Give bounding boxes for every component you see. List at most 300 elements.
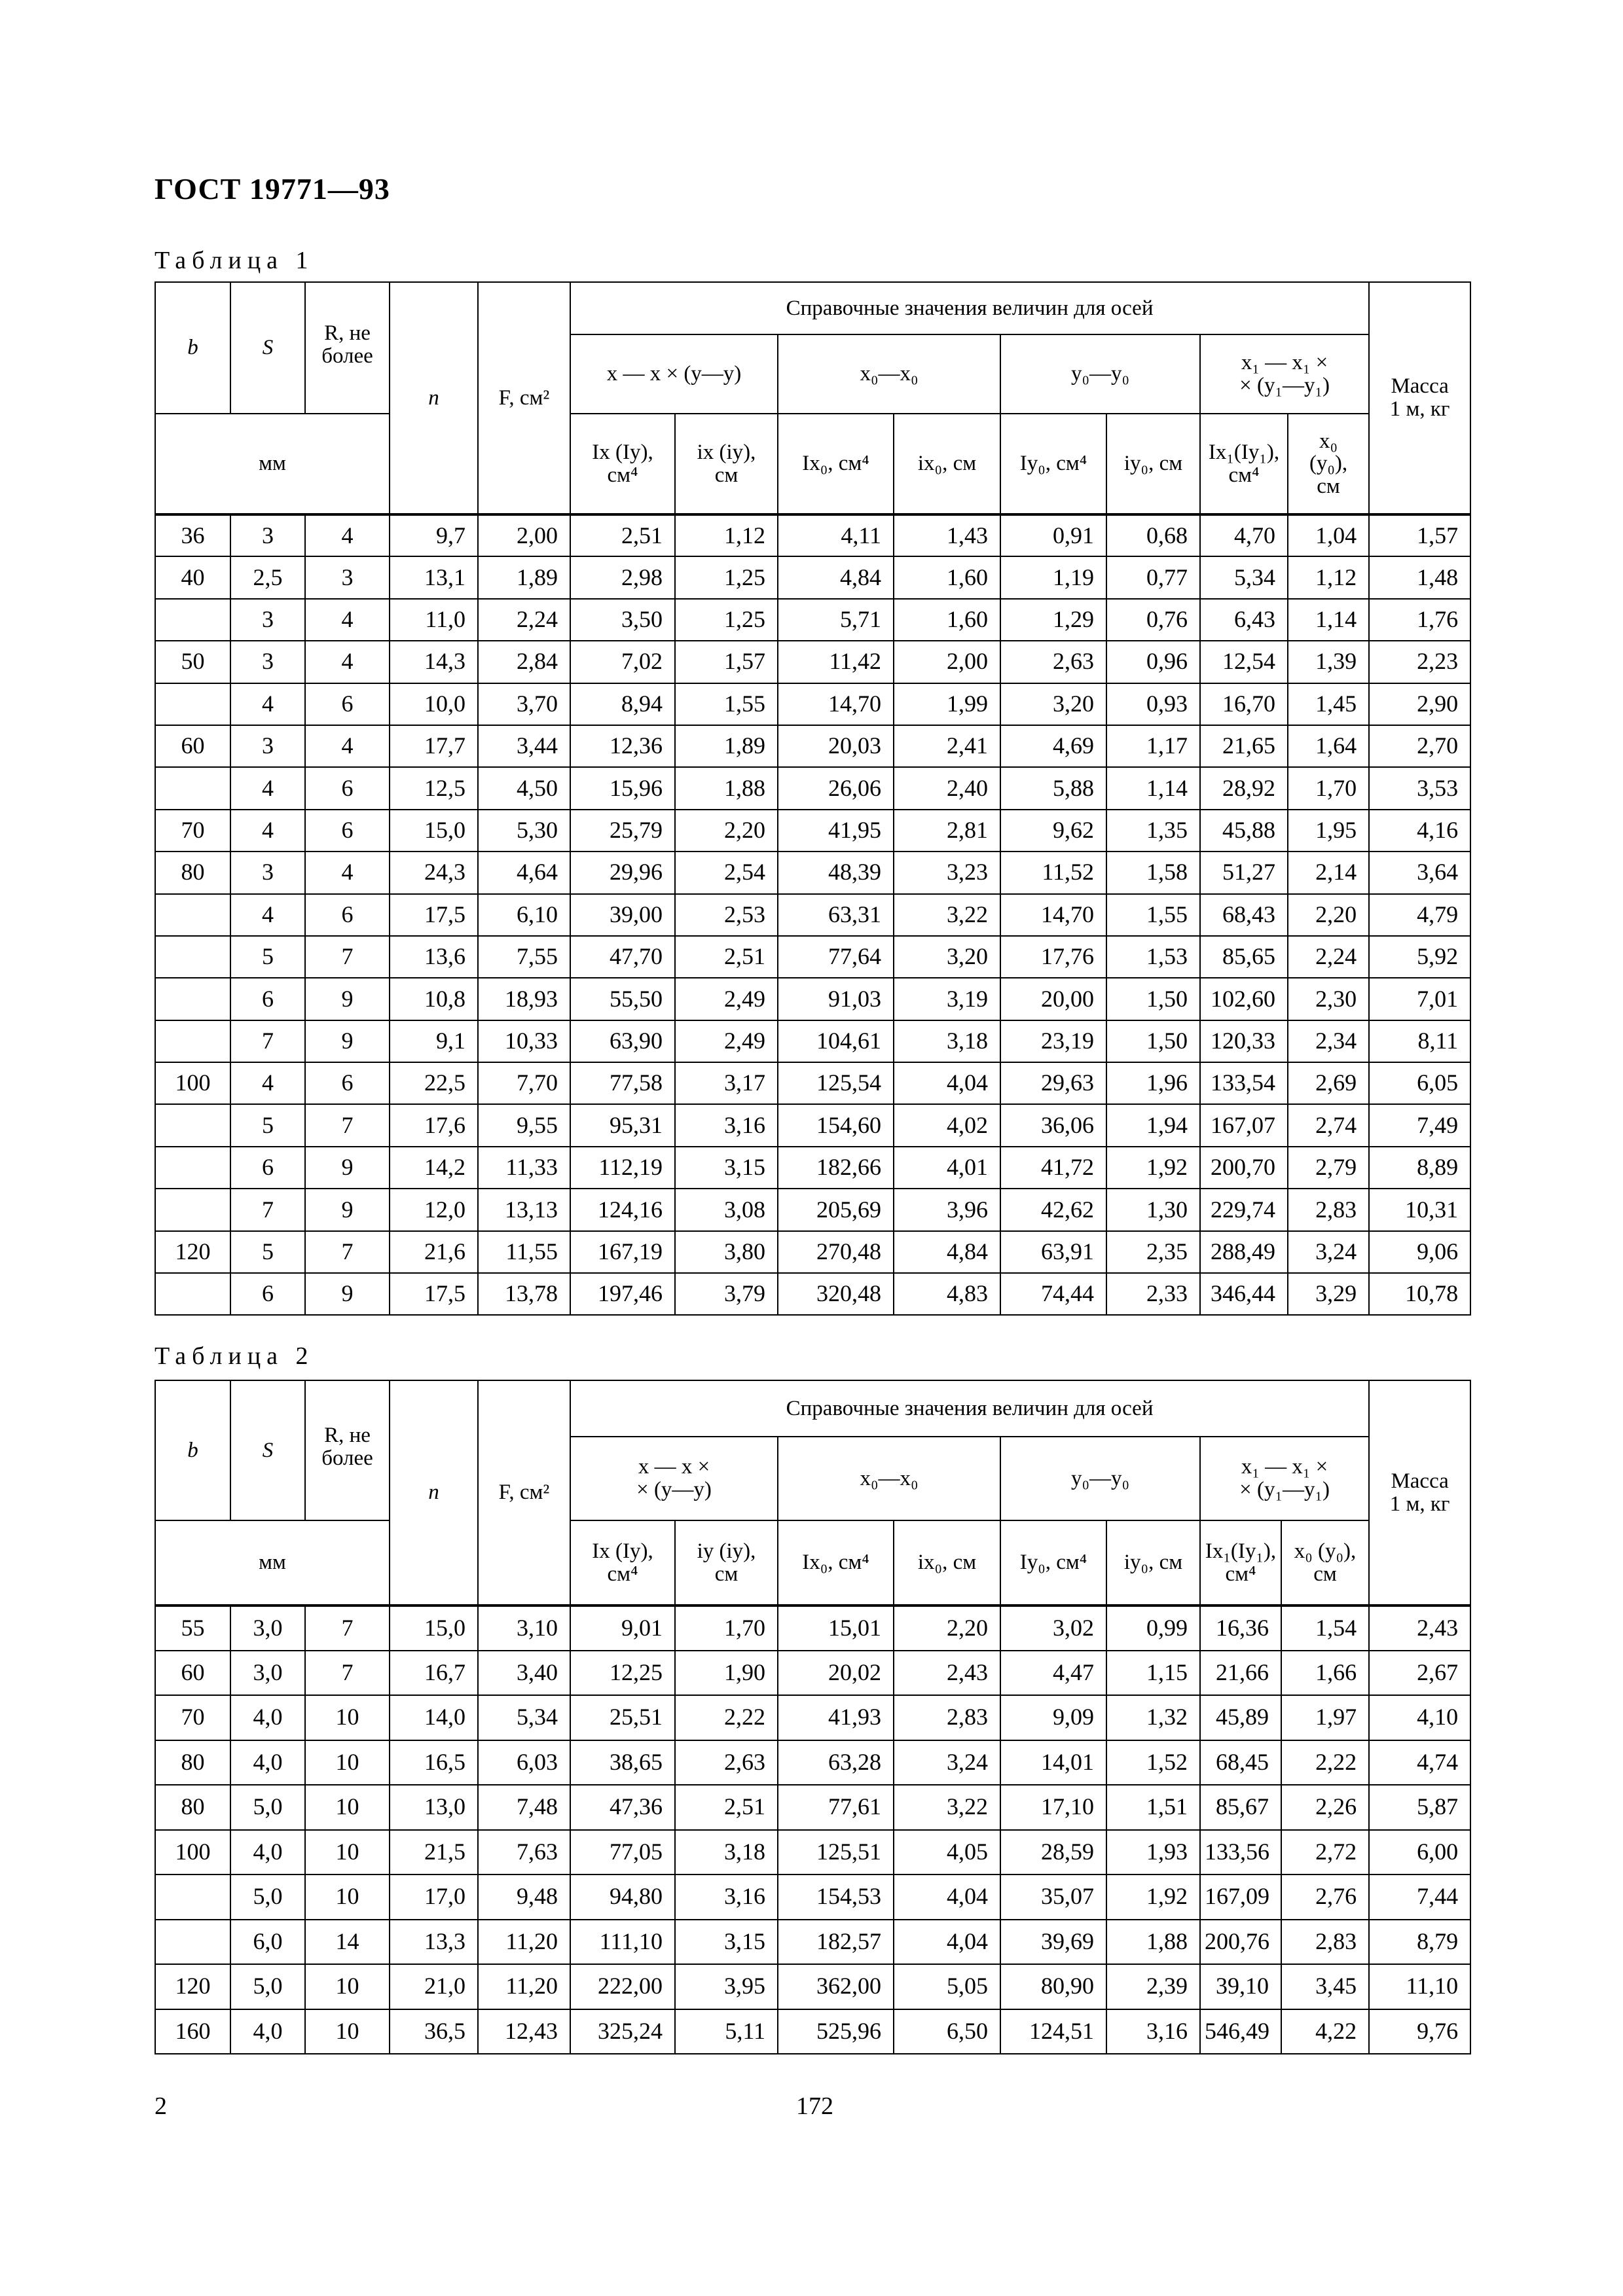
- table-cell: 70: [155, 810, 230, 852]
- table-cell: 21,6: [390, 1231, 478, 1273]
- table-cell: 6: [305, 810, 390, 852]
- table-cell: 124,16: [570, 1189, 675, 1230]
- table-cell: 6: [305, 767, 390, 809]
- table-cell: 68,43: [1200, 894, 1288, 936]
- table-cell: 7,44: [1369, 1874, 1470, 1920]
- table-cell: 325,24: [570, 2009, 675, 2054]
- table-cell: 7: [305, 936, 390, 978]
- table-cell: 4: [305, 852, 390, 893]
- table-cell: 11,20: [478, 1920, 570, 1965]
- table-cell: 80: [155, 1785, 230, 1830]
- table-cell: 4: [230, 810, 305, 852]
- table-cell: 4,69: [1000, 725, 1106, 767]
- table-cell: 1,19: [1000, 556, 1106, 598]
- table-cell: 2,24: [478, 599, 570, 641]
- table-cell: 12,5: [390, 767, 478, 809]
- table-cell: 8,79: [1369, 1920, 1470, 1965]
- table-cell: 102,60: [1200, 978, 1288, 1020]
- table-cell: 47,70: [570, 936, 675, 978]
- table-cell: 1,12: [1288, 556, 1369, 598]
- table-cell: 1,17: [1106, 725, 1200, 767]
- table-cell: 3,22: [894, 894, 1000, 936]
- table-cell: 1,51: [1106, 1785, 1200, 1830]
- table-cell: 4,84: [778, 556, 894, 598]
- table-cell: 9,09: [1000, 1695, 1106, 1740]
- table-cell: 1,94: [1106, 1104, 1200, 1146]
- table-cell: 1,58: [1106, 852, 1200, 893]
- table-cell: 45,89: [1200, 1695, 1281, 1740]
- table-cell: 2,79: [1288, 1147, 1369, 1189]
- table-cell: 1,45: [1288, 683, 1369, 725]
- header-f: F, см²: [478, 282, 570, 514]
- table-cell: 41,93: [778, 1695, 894, 1740]
- table-cell: 5,34: [478, 1695, 570, 1740]
- table-cell: 4,05: [894, 1830, 1000, 1875]
- table-cell: [155, 978, 230, 1020]
- table-cell: 197,46: [570, 1273, 675, 1315]
- table-cell: 2,70: [1369, 725, 1470, 767]
- table-cell: 38,65: [570, 1740, 675, 1785]
- table-cell: 167,09: [1200, 1874, 1281, 1920]
- table-cell: 2,74: [1288, 1104, 1369, 1146]
- table-cell: 39,00: [570, 894, 675, 936]
- table-cell: 10,78: [1369, 1273, 1470, 1315]
- table-cell: 100: [155, 1830, 230, 1875]
- table-row: [155, 1651, 1470, 1696]
- header-mm: мм: [155, 414, 390, 514]
- header-n: n: [390, 1380, 478, 1605]
- table-row: [155, 1740, 1470, 1785]
- table-cell: 120: [155, 1964, 230, 2009]
- table-cell: 21,0: [390, 1964, 478, 2009]
- table-cell: 2,67: [1369, 1651, 1470, 1696]
- table-row: [155, 1062, 1470, 1104]
- table-cell: 3,16: [675, 1874, 778, 1920]
- table-cell: 10: [305, 2009, 390, 2054]
- table-cell: 9: [305, 1020, 390, 1062]
- table-cell: 1,95: [1288, 810, 1369, 852]
- table-cell: 10: [305, 1740, 390, 1785]
- table-cell: 11,20: [478, 1964, 570, 2009]
- table-cell: 1,54: [1281, 1605, 1369, 1651]
- table-cell: 120: [155, 1231, 230, 1273]
- table-cell: 12,25: [570, 1651, 675, 1696]
- table-cell: 16,70: [1200, 683, 1288, 725]
- table-cell: 13,3: [390, 1920, 478, 1965]
- header-axis-y0: y₀—y₀: [1000, 334, 1200, 414]
- table-row: [155, 556, 1470, 598]
- table-cell: 154,53: [778, 1874, 894, 1920]
- table-cell: 9: [305, 1147, 390, 1189]
- table-cell: 0,99: [1106, 1605, 1200, 1651]
- table-cell: 7,70: [478, 1062, 570, 1104]
- table-cell: 1,57: [1369, 514, 1470, 556]
- table-cell: 1,70: [675, 1605, 778, 1651]
- table-cell: 525,96: [778, 2009, 894, 2054]
- table-cell: 2,30: [1288, 978, 1369, 1020]
- table-cell: 1,12: [675, 514, 778, 556]
- table-cell: 20,03: [778, 725, 894, 767]
- table-cell: 3,15: [675, 1920, 778, 1965]
- table-cell: [155, 683, 230, 725]
- header-axis-x1: x₁ — x₁ × × (y₁—y₁): [1200, 334, 1369, 414]
- table-cell: 4,04: [894, 1874, 1000, 1920]
- table-cell: 7,55: [478, 936, 570, 978]
- table-row: [155, 1231, 1470, 1273]
- table-row: [155, 1020, 1470, 1062]
- table-cell: 3,19: [894, 978, 1000, 1020]
- table-cell: 4,74: [1369, 1740, 1470, 1785]
- table-cell: 1,57: [675, 641, 778, 683]
- table-cell: 6,50: [894, 2009, 1000, 2054]
- table-cell: 100: [155, 1062, 230, 1104]
- table-cell: 200,76: [1200, 1920, 1281, 1965]
- table-cell: [155, 936, 230, 978]
- table-cell: 182,57: [778, 1920, 894, 1965]
- table-cell: 2,26: [1281, 1785, 1369, 1830]
- table-row: [155, 1273, 1470, 1315]
- table-cell: 2,34: [1288, 1020, 1369, 1062]
- table-cell: [155, 1920, 230, 1965]
- table-cell: 15,0: [390, 1605, 478, 1651]
- table-cell: 28,59: [1000, 1830, 1106, 1875]
- table-cell: 11,42: [778, 641, 894, 683]
- table-cell: 111,10: [570, 1920, 675, 1965]
- table-cell: 546,49: [1200, 2009, 1281, 2054]
- table-cell: 5,0: [230, 1964, 305, 2009]
- table-cell: 18,93: [478, 978, 570, 1020]
- table-cell: 14,70: [778, 683, 894, 725]
- table-cell: 1,66: [1281, 1651, 1369, 1696]
- table-row: [155, 936, 1470, 978]
- table-cell: 11,10: [1369, 1964, 1470, 2009]
- sheet-number: 172: [796, 2092, 833, 2120]
- header-ix: Ix (Iy), см⁴: [570, 1520, 675, 1605]
- table-cell: 29,96: [570, 852, 675, 893]
- table-cell: 9,01: [570, 1605, 675, 1651]
- header-r: R, не более: [305, 1380, 390, 1520]
- header-ix1: Ix₁(Iy₁), см⁴: [1200, 1520, 1281, 1605]
- table-cell: 6: [305, 1062, 390, 1104]
- table-cell: 13,78: [478, 1273, 570, 1315]
- table-cell: [155, 1273, 230, 1315]
- table-cell: 1,96: [1106, 1062, 1200, 1104]
- table-cell: 1,70: [1288, 767, 1369, 809]
- table-cell: 133,54: [1200, 1062, 1288, 1104]
- table-cell: 2,63: [1000, 641, 1106, 683]
- table-cell: 205,69: [778, 1189, 894, 1230]
- table-cell: 55,50: [570, 978, 675, 1020]
- table-cell: 14,3: [390, 641, 478, 683]
- document-title: ГОСТ 19771—93: [155, 172, 390, 206]
- table-cell: 1,52: [1106, 1740, 1200, 1785]
- table-cell: 5,71: [778, 599, 894, 641]
- table-cell: 94,80: [570, 1874, 675, 1920]
- table-cell: 2,22: [675, 1695, 778, 1740]
- table-cell: 80: [155, 1740, 230, 1785]
- header-x0: x₀ (y₀), см: [1281, 1520, 1369, 1605]
- table-cell: 2,98: [570, 556, 675, 598]
- table-cell: 167,19: [570, 1231, 675, 1273]
- table-cell: 1,14: [1288, 599, 1369, 641]
- table-cell: 2,51: [675, 1785, 778, 1830]
- table-cell: 2,5: [230, 556, 305, 598]
- table-cell: 3,44: [478, 725, 570, 767]
- header-b: b: [155, 1380, 230, 1520]
- header-r: R, не более: [305, 282, 390, 414]
- table-cell: 4,16: [1369, 810, 1470, 852]
- table-cell: 1,30: [1106, 1189, 1200, 1230]
- table-cell: 3: [230, 725, 305, 767]
- table-cell: 7: [305, 1231, 390, 1273]
- table-cell: 77,64: [778, 936, 894, 978]
- table-cell: 3,23: [894, 852, 1000, 893]
- table-cell: 39,69: [1000, 1920, 1106, 1965]
- table-cell: 51,27: [1200, 852, 1288, 893]
- table-cell: 125,54: [778, 1062, 894, 1104]
- table-cell: 2,43: [1369, 1605, 1470, 1651]
- table-cell: 1,39: [1288, 641, 1369, 683]
- table1-caption: Таблица 1: [155, 247, 314, 274]
- table-cell: 1,89: [478, 556, 570, 598]
- table-cell: 8,11: [1369, 1020, 1470, 1062]
- table-cell: 4: [230, 1062, 305, 1104]
- table-cell: 3: [230, 852, 305, 893]
- table-cell: 14,2: [390, 1147, 478, 1189]
- table-cell: 2,23: [1369, 641, 1470, 683]
- table-cell: 2,00: [478, 514, 570, 556]
- table1-body: [155, 514, 1470, 1315]
- table-cell: 70: [155, 1695, 230, 1740]
- table-row: [155, 1874, 1470, 1920]
- table-cell: 2,43: [894, 1651, 1000, 1696]
- table-cell: 7: [305, 1104, 390, 1146]
- table-cell: 48,39: [778, 852, 894, 893]
- table-cell: 3,10: [478, 1605, 570, 1651]
- table-row: [155, 514, 1470, 556]
- table-cell: 1,99: [894, 683, 1000, 725]
- table-cell: 1,60: [894, 599, 1000, 641]
- table-cell: 167,07: [1200, 1104, 1288, 1146]
- header-ix0: Ix₀, см⁴: [778, 1520, 894, 1605]
- header-axis-x0: x₀—x₀: [778, 1437, 1000, 1520]
- table-cell: 10: [305, 1785, 390, 1830]
- table-cell: 6,00: [1369, 1830, 1470, 1875]
- table-cell: [155, 894, 230, 936]
- table-cell: 77,58: [570, 1062, 675, 1104]
- table-cell: 85,65: [1200, 936, 1288, 978]
- table-cell: 9: [305, 978, 390, 1020]
- table-cell: 4,50: [478, 767, 570, 809]
- table-row: [155, 683, 1470, 725]
- table-row: [155, 1189, 1470, 1230]
- table-cell: 4,0: [230, 1695, 305, 1740]
- table-cell: 2,69: [1288, 1062, 1369, 1104]
- table-cell: 22,5: [390, 1062, 478, 1104]
- header-x0: x₀ (y₀), см: [1288, 414, 1369, 514]
- table-cell: 104,61: [778, 1020, 894, 1062]
- table-cell: 1,90: [675, 1651, 778, 1696]
- table-cell: 3,20: [1000, 683, 1106, 725]
- header-ix1: Ix₁(Iy₁), см⁴: [1200, 414, 1288, 514]
- table2-caption: Таблица 2: [155, 1342, 314, 1370]
- table-cell: 2,51: [675, 936, 778, 978]
- table-cell: 21,66: [1200, 1651, 1281, 1696]
- header-axis-x0: x₀—x₀: [778, 334, 1000, 414]
- table-cell: 77,05: [570, 1830, 675, 1875]
- table-cell: 0,96: [1106, 641, 1200, 683]
- table-cell: 9: [305, 1273, 390, 1315]
- table-cell: 14: [305, 1920, 390, 1965]
- table-cell: 40: [155, 556, 230, 598]
- table-cell: 60: [155, 1651, 230, 1696]
- table-cell: 3,53: [1369, 767, 1470, 809]
- table-cell: 2,35: [1106, 1231, 1200, 1273]
- table-cell: 5,0: [230, 1874, 305, 1920]
- table-cell: 154,60: [778, 1104, 894, 1146]
- table-cell: 68,45: [1200, 1740, 1281, 1785]
- table-cell: 11,33: [478, 1147, 570, 1189]
- table-cell: 9,1: [390, 1020, 478, 1062]
- table-cell: 320,48: [778, 1273, 894, 1315]
- table2: [155, 1380, 1471, 2054]
- header-b: b: [155, 282, 230, 414]
- table-cell: 3,17: [675, 1062, 778, 1104]
- table-cell: 23,19: [1000, 1020, 1106, 1062]
- header-reference-group: Справочные значения величин для осей: [570, 1380, 1369, 1437]
- table-cell: 7,63: [478, 1830, 570, 1875]
- table-row: [155, 725, 1470, 767]
- table-cell: 1,43: [894, 514, 1000, 556]
- table-cell: 346,44: [1200, 1273, 1288, 1315]
- header-iy0-radius: iy₀, см: [1106, 414, 1200, 514]
- table-cell: 11,52: [1000, 852, 1106, 893]
- table-cell: 7,48: [478, 1785, 570, 1830]
- table-cell: 8,89: [1369, 1147, 1470, 1189]
- table-cell: 17,5: [390, 1273, 478, 1315]
- table-cell: 2,63: [675, 1740, 778, 1785]
- table-cell: 1,32: [1106, 1695, 1200, 1740]
- header-ix: Ix (Iy), см⁴: [570, 414, 675, 514]
- table-cell: 133,56: [1200, 1830, 1281, 1875]
- table-cell: 2,83: [894, 1695, 1000, 1740]
- table-cell: 2,20: [894, 1605, 1000, 1651]
- table-cell: 2,81: [894, 810, 1000, 852]
- table-cell: 7,01: [1369, 978, 1470, 1020]
- table-cell: 362,00: [778, 1964, 894, 2009]
- table-cell: [155, 599, 230, 641]
- table-cell: 4,01: [894, 1147, 1000, 1189]
- table-cell: 3,16: [1106, 2009, 1200, 2054]
- table-cell: 1,25: [675, 556, 778, 598]
- table-cell: 14,01: [1000, 1740, 1106, 1785]
- table-cell: 63,90: [570, 1020, 675, 1062]
- table-cell: 35,07: [1000, 1874, 1106, 1920]
- table-cell: 63,28: [778, 1740, 894, 1785]
- table-cell: 24,3: [390, 852, 478, 893]
- table-cell: 17,0: [390, 1874, 478, 1920]
- table-cell: 20,02: [778, 1651, 894, 1696]
- table-row: [155, 599, 1470, 641]
- table-cell: 200,70: [1200, 1147, 1288, 1189]
- table-cell: 1,48: [1369, 556, 1470, 598]
- table-cell: 0,76: [1106, 599, 1200, 641]
- table-cell: 95,31: [570, 1104, 675, 1146]
- table-cell: 2,33: [1106, 1273, 1200, 1315]
- table-cell: 1,89: [675, 725, 778, 767]
- table-cell: 2,20: [1288, 894, 1369, 936]
- table-cell: 182,66: [778, 1147, 894, 1189]
- table-cell: 124,51: [1000, 2009, 1106, 2054]
- table-cell: 15,96: [570, 767, 675, 809]
- table-cell: 1,35: [1106, 810, 1200, 852]
- table-cell: 1,88: [675, 767, 778, 809]
- table-cell: 9,76: [1369, 2009, 1470, 2054]
- table-cell: 270,48: [778, 1231, 894, 1273]
- table-cell: 2,00: [894, 641, 1000, 683]
- table-cell: 1,15: [1106, 1651, 1200, 1696]
- table-cell: 1,50: [1106, 1020, 1200, 1062]
- table-cell: 1,60: [894, 556, 1000, 598]
- table-cell: 0,93: [1106, 683, 1200, 725]
- table-cell: 2,54: [675, 852, 778, 893]
- table-cell: 10: [305, 1874, 390, 1920]
- table-cell: 14,0: [390, 1695, 478, 1740]
- table-cell: 77,61: [778, 1785, 894, 1830]
- table-cell: 16,5: [390, 1740, 478, 1785]
- table-cell: 6: [230, 978, 305, 1020]
- table-cell: 20,00: [1000, 978, 1106, 1020]
- table-cell: 6: [305, 894, 390, 936]
- table-row: [155, 1830, 1470, 1875]
- table-row: [155, 767, 1470, 809]
- table-cell: 15,01: [778, 1605, 894, 1651]
- table-cell: 1,88: [1106, 1920, 1200, 1965]
- header-ix0-radius: ix₀, см: [894, 414, 1000, 514]
- table-cell: 10: [305, 1695, 390, 1740]
- table-row: [155, 1695, 1470, 1740]
- table-cell: 8,94: [570, 683, 675, 725]
- table-cell: 1,55: [675, 683, 778, 725]
- table-cell: 6: [230, 1273, 305, 1315]
- table-cell: 4: [230, 894, 305, 936]
- table-cell: 6: [305, 683, 390, 725]
- table-cell: 9,55: [478, 1104, 570, 1146]
- table-cell: 222,00: [570, 1964, 675, 2009]
- table-cell: 3,50: [570, 599, 675, 641]
- header-s: S: [230, 1380, 305, 1520]
- table-cell: 42,62: [1000, 1189, 1106, 1230]
- table-cell: 3,79: [675, 1273, 778, 1315]
- table-cell: 2,84: [478, 641, 570, 683]
- table-cell: 4: [305, 641, 390, 683]
- header-iy0: Iy₀, см⁴: [1000, 414, 1106, 514]
- table-cell: 4,10: [1369, 1695, 1470, 1740]
- table-cell: 5,0: [230, 1785, 305, 1830]
- table-cell: 2,90: [1369, 683, 1470, 725]
- table-cell: 17,10: [1000, 1785, 1106, 1830]
- header-reference-group: Справочные значения величин для осей: [570, 282, 1369, 334]
- table-cell: 1,92: [1106, 1147, 1200, 1189]
- header-axis-y0: y₀—y₀: [1000, 1437, 1200, 1520]
- table-cell: 1,93: [1106, 1830, 1200, 1875]
- table-cell: 7: [230, 1189, 305, 1230]
- table-cell: 3,95: [675, 1964, 778, 2009]
- table-cell: 5: [230, 936, 305, 978]
- table-cell: 25,51: [570, 1695, 675, 1740]
- table-cell: 3: [230, 599, 305, 641]
- table-row: [155, 1147, 1470, 1189]
